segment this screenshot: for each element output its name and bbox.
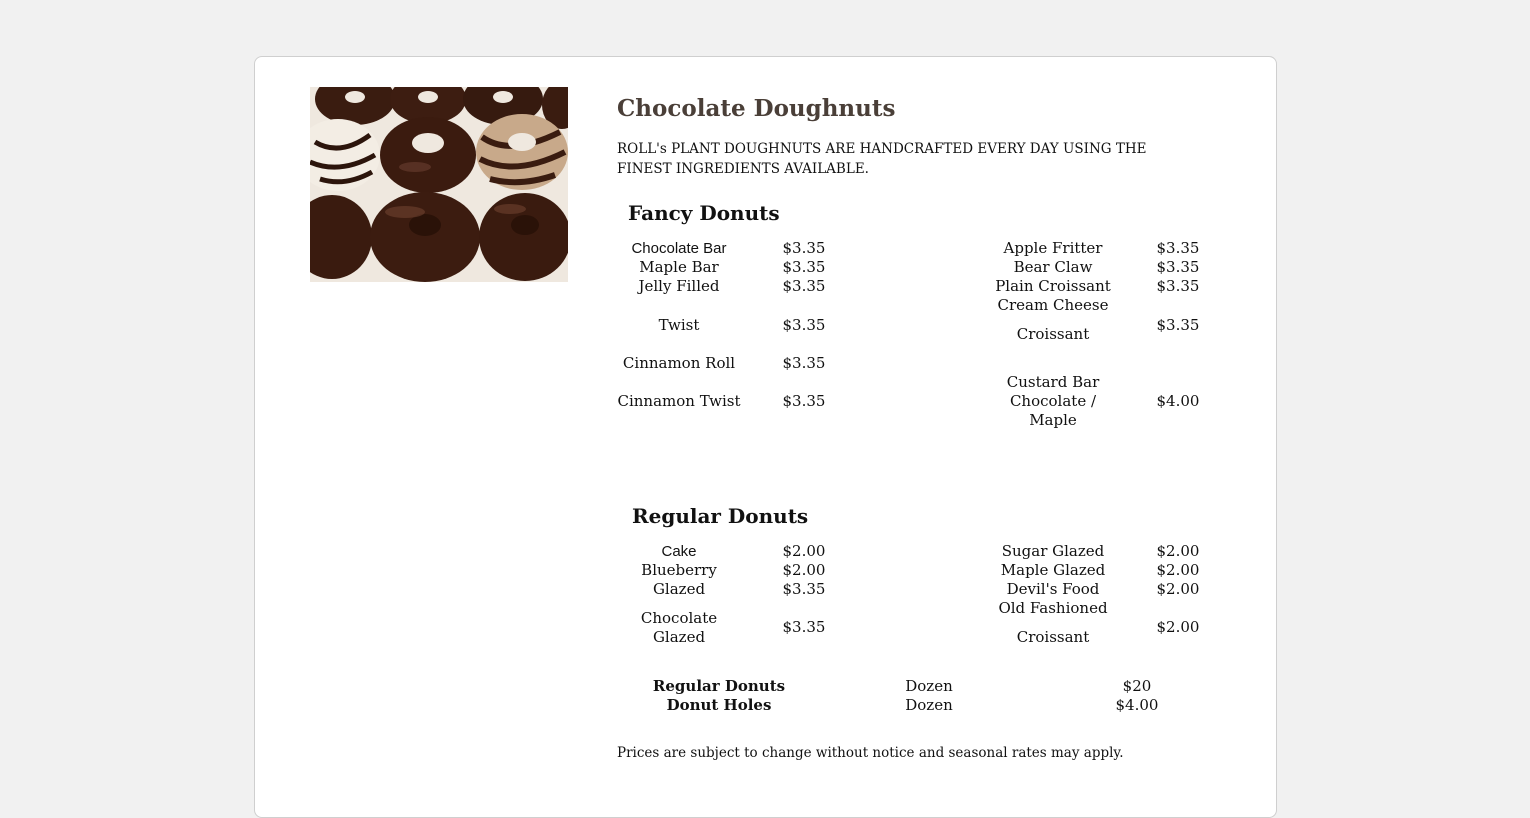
menu-item-name: Cake — [661, 543, 697, 560]
doughnuts-image — [310, 87, 568, 282]
menu-item-price: $3.35 — [782, 354, 826, 372]
regular-donuts-title: Regular Donuts — [632, 504, 809, 528]
menu-item-name-line1: Chocolate — [640, 609, 718, 627]
menu-item-price: $2.00 — [1156, 618, 1200, 636]
menu-item-price: $2.00 — [1156, 580, 1200, 598]
menu-item-name-line2: Chocolate / — [1009, 392, 1097, 410]
page-title: Chocolate Doughnuts — [617, 95, 896, 122]
menu-item-price: $4.00 — [1156, 392, 1200, 410]
menu-item-name: Cinnamon Twist — [617, 392, 741, 410]
menu-item-name-line3: Maple — [1029, 411, 1077, 429]
menu-item-name: Apple Fritter — [1003, 239, 1103, 257]
fancy-donuts-title: Fancy Donuts — [628, 201, 780, 225]
price-disclaimer: Prices are subject to change without notice and seasonal rates may apply. — [617, 745, 1124, 761]
menu-item-price: $2.00 — [1156, 542, 1200, 560]
menu-item-price: $2.00 — [1156, 561, 1200, 579]
menu-item-name: Twist — [658, 316, 700, 334]
menu-item-name-line1: Custard Bar — [1006, 373, 1100, 391]
menu-item-price: $3.35 — [782, 618, 826, 636]
menu-item-name-line2: Glazed — [652, 628, 706, 646]
menu-item-price: $3.35 — [782, 239, 826, 257]
dozen-unit: Dozen — [905, 696, 953, 714]
menu-item-name: Maple Glazed — [1000, 561, 1106, 579]
menu-item-name: Plain Croissant — [995, 277, 1111, 295]
menu-item-price: $3.35 — [782, 258, 826, 276]
dozen-price: $4.00 — [1115, 696, 1159, 714]
doughnuts-photo — [310, 87, 568, 282]
menu-item-name-line2: Croissant — [1016, 628, 1090, 646]
menu-item-price: $2.00 — [782, 542, 826, 560]
menu-item-name: Sugar Glazed — [1001, 542, 1105, 560]
dozen-price: $20 — [1122, 677, 1152, 695]
menu-item-name: Devil's Food — [1006, 580, 1100, 598]
menu-item-name-line1: Old Fashioned — [998, 599, 1108, 617]
menu-card — [254, 56, 1277, 818]
menu-item-name: Glazed — [652, 580, 706, 598]
menu-item-price: $3.35 — [782, 392, 826, 410]
menu-item-name-line2: Croissant — [1016, 325, 1090, 343]
menu-item-price: $3.35 — [782, 580, 826, 598]
menu-item-name: Maple Bar — [639, 258, 719, 276]
tagline: ROLL's PLANT DOUGHNUTS ARE HANDCRAFTED EVERY DAY USING THE FINEST INGREDIENTS AVAILABLE. — [617, 141, 1147, 177]
dozen-label: Donut Holes — [666, 696, 772, 714]
menu-item-price: $3.35 — [1156, 316, 1200, 334]
menu-item-name: Chocolate Bar — [631, 240, 727, 257]
dozen-unit: Dozen — [905, 677, 953, 695]
menu-item-price: $3.35 — [782, 277, 826, 295]
menu-item-price: $3.35 — [1156, 258, 1200, 276]
menu-item-price: $3.35 — [1156, 239, 1200, 257]
menu-item-price: $2.00 — [782, 561, 826, 579]
menu-item-name: Cinnamon Roll — [622, 354, 736, 372]
menu-item-name-line1: Cream Cheese — [997, 296, 1109, 314]
menu-item-name: Blueberry — [641, 561, 717, 579]
dozen-label: Regular Donuts — [652, 677, 786, 695]
menu-item-price: $3.35 — [782, 316, 826, 334]
menu-item-name: Bear Claw — [1013, 258, 1093, 276]
menu-item-price: $3.35 — [1156, 277, 1200, 295]
menu-item-name: Jelly Filled — [638, 277, 720, 295]
